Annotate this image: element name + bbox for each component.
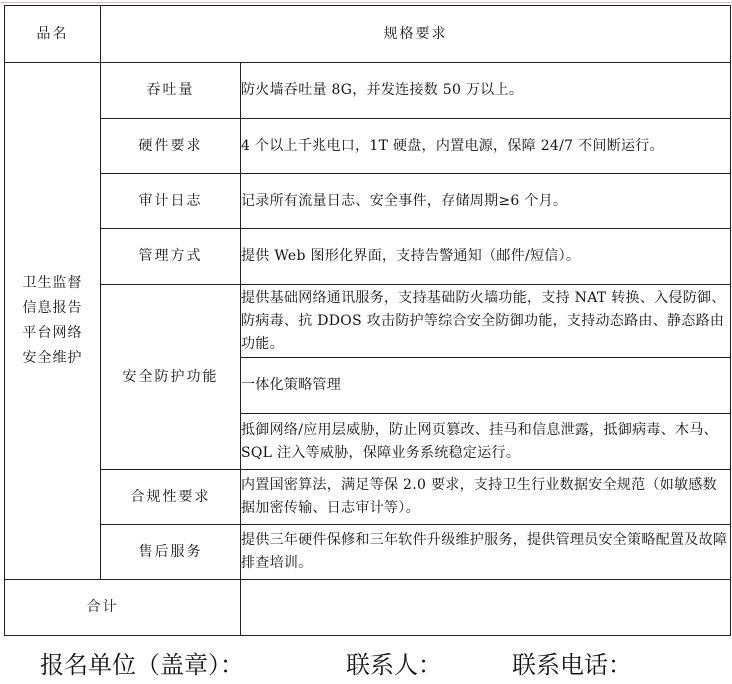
row-value-compliance: 内置国密算法，满足等保 2.0 要求，支持卫生行业数据安全规范（如敏感数据加密传输、日志审计等）。 [241,470,731,525]
table-total-row [5,580,731,636]
row-value-audit-log: 记录所有流量日志、安全事件，存储周期≥6 个月。 [241,174,731,229]
header-product-name: 品名 [5,6,101,63]
total-label: 合计 [5,580,241,636]
table-row [5,119,731,174]
table-header-row [5,6,731,63]
row-value-after-sales: 提供三年硬件保修和三年软件升级维护服务，提供管理员安全策略配置及故障排查培训。 [241,525,731,580]
total-value [241,580,731,636]
row-value-throughput: 防火墙吞吐量 8G，并发连接数 50 万以上。 [241,63,731,119]
row-name-after-sales: 售后服务 [101,525,241,580]
row-name-management: 管理方式 [101,229,241,285]
registration-unit-label: 报名单位（盖章）： [40,651,244,679]
table-row [5,470,731,525]
signature-footer [0,641,732,681]
table-row [5,285,731,358]
table-row [5,174,731,229]
product-name-cell [5,63,101,580]
row-value-management: 提供 Web 图形化界面，支持告警通知（邮件/短信）。 [241,229,731,285]
product-name: 卫生监督信息报告平台网络安全维护 [22,275,83,366]
contact-phone-label: 联系电话： [512,651,632,679]
row-value-security-functions-2: 一体化策略管理 [241,358,731,414]
row-name-compliance: 合规性要求 [101,470,241,525]
table-row [5,63,731,119]
row-value-security-functions-1: 提供基础网络通讯服务，支持基础防火墙功能，支持 NAT 转换、入侵防御、防病毒、抗 DDOS 攻击防护等综合安全防御功能，支持动态路由、静态路由功能。 [241,285,731,358]
page-top-rule [0,2,732,3]
row-name-throughput: 吞吐量 [101,63,241,119]
row-name-audit-log: 审计日志 [101,174,241,229]
row-value-security-functions-3: 抵御网络/应用层威胁，防止网页篡改、挂马和信息泄露，抵御病毒、木马、SQL 注入等威胁，保障业务系统稳定运行。 [241,414,731,470]
spec-table [4,5,731,636]
table-row [5,525,731,580]
contact-person-label: 联系人： [346,651,442,679]
row-name-security-functions: 安全防护功能 [101,285,241,470]
row-value-hardware: 4 个以上千兆电口，1T 硬盘，内置电源，保障 24/7 不间断运行。 [241,119,731,174]
table-row [5,229,731,285]
row-name-hardware: 硬件要求 [101,119,241,174]
header-spec-requirements: 规格要求 [101,6,731,63]
